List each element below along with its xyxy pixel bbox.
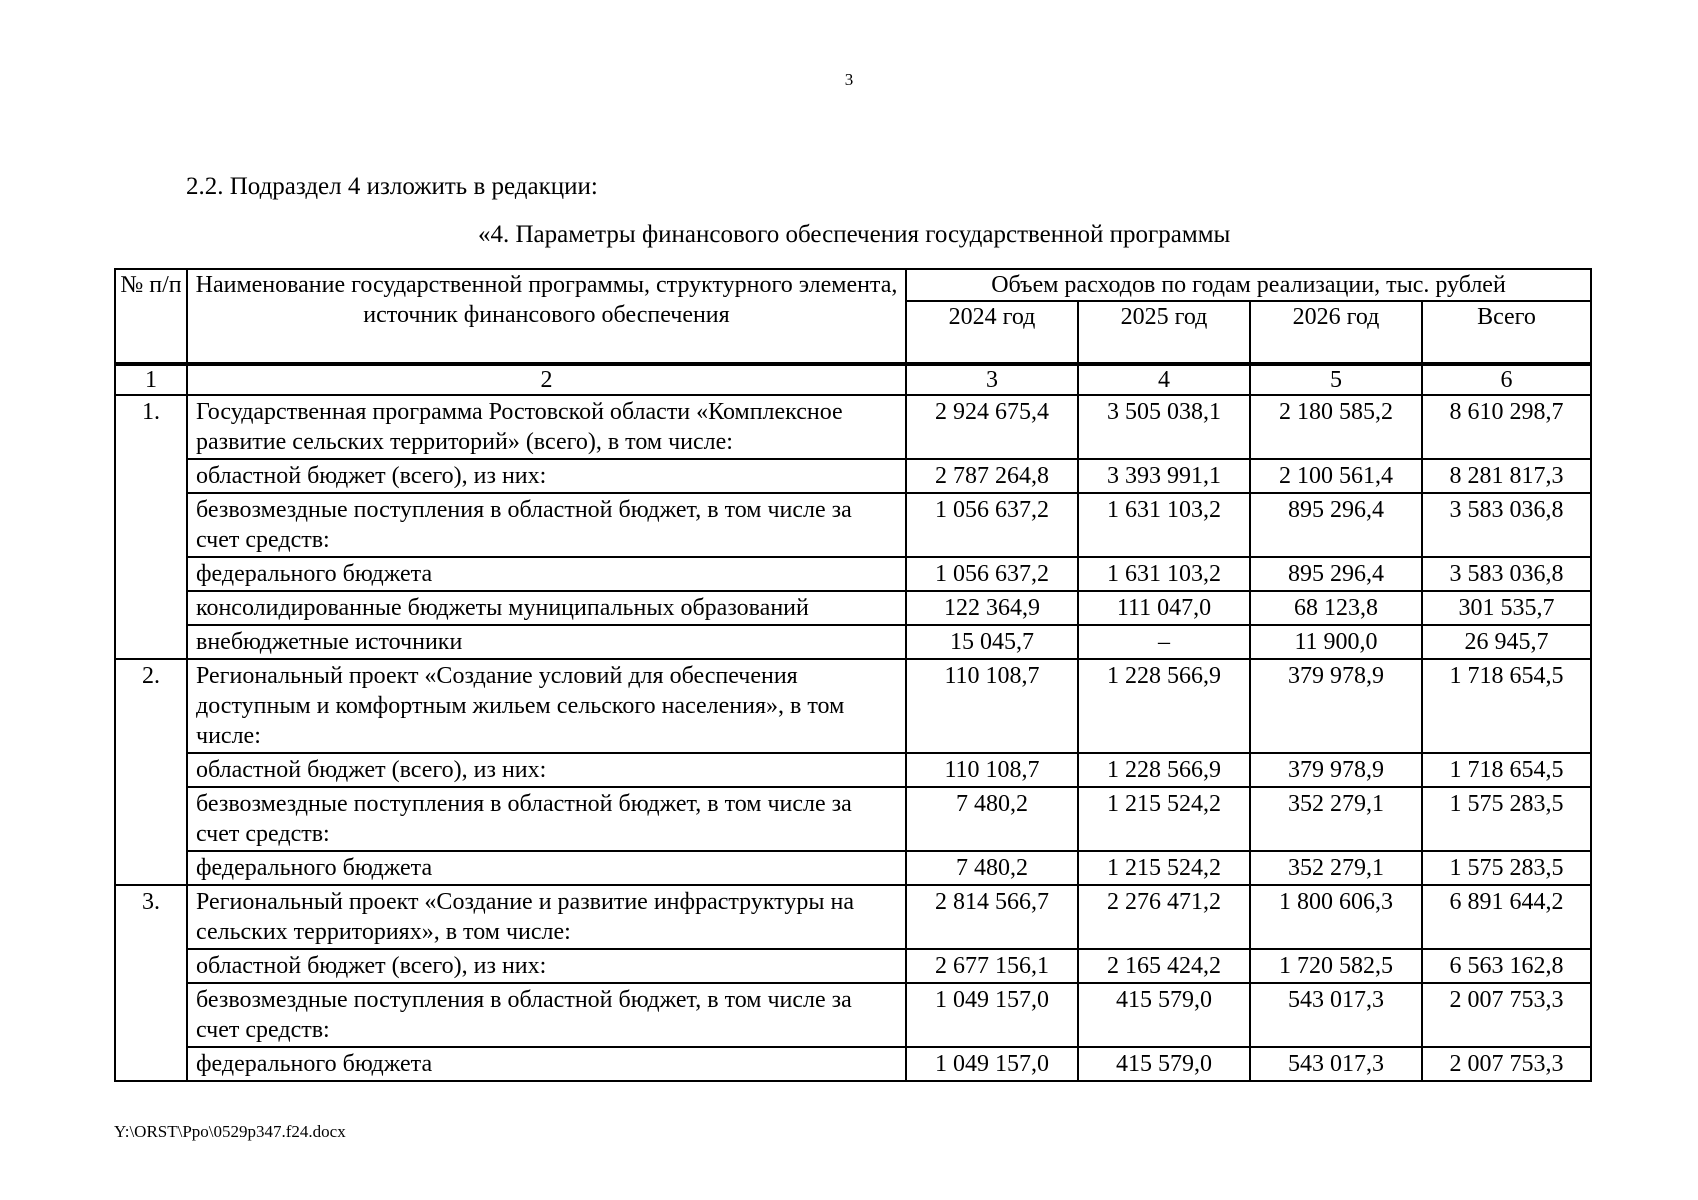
- value-cell: 1 215 524,2: [1078, 851, 1250, 885]
- value-cell: 122 364,9: [906, 591, 1078, 625]
- value-cell: 3 505 038,1: [1078, 395, 1250, 459]
- header-name: Наименование государственной программы, структурного элемента, источник финансового обеспечения: [187, 269, 906, 364]
- value-cell: 379 978,9: [1250, 753, 1422, 787]
- table-row: [115, 1047, 1591, 1081]
- value-cell: 1 631 103,2: [1078, 493, 1250, 557]
- value-cell: 1 056 637,2: [906, 557, 1078, 591]
- table-row: [115, 493, 1591, 557]
- value-cell: 2 007 753,3: [1422, 1047, 1591, 1081]
- value-cell: 6 891 644,2: [1422, 885, 1591, 949]
- row-name: федерального бюджета: [187, 557, 906, 591]
- value-cell: 352 279,1: [1250, 787, 1422, 851]
- value-cell: 15 045,7: [906, 625, 1078, 659]
- value-cell: 543 017,3: [1250, 983, 1422, 1047]
- footer-file-path: Y:\ORST\Ppo\0529p347.f24.docx: [114, 1122, 346, 1141]
- row-number: 3.: [115, 885, 187, 1081]
- value-cell: 2 165 424,2: [1078, 949, 1250, 983]
- row-name: федерального бюджета: [187, 1047, 906, 1081]
- value-cell: 111 047,0: [1078, 591, 1250, 625]
- table-row: [115, 591, 1591, 625]
- column-number: 5: [1250, 364, 1422, 395]
- value-cell: 26 945,7: [1422, 625, 1591, 659]
- row-name: областной бюджет (всего), из них:: [187, 459, 906, 493]
- row-name: федерального бюджета: [187, 851, 906, 885]
- financial-table: [114, 268, 1592, 1082]
- header-number: № п/п: [115, 269, 187, 364]
- column-number: 2: [187, 364, 906, 395]
- row-name: безвозмездные поступления в областной бюджет, в том числе за счет средств:: [187, 983, 906, 1047]
- value-cell: 2 924 675,4: [906, 395, 1078, 459]
- value-cell: 1 049 157,0: [906, 1047, 1078, 1081]
- value-cell: 6 563 162,8: [1422, 949, 1591, 983]
- value-cell: 2 180 585,2: [1250, 395, 1422, 459]
- header-year-2024: 2024 год: [906, 301, 1078, 364]
- value-cell: 543 017,3: [1250, 1047, 1422, 1081]
- header-year-2025: 2025 год: [1078, 301, 1250, 364]
- value-cell: 1 049 157,0: [906, 983, 1078, 1047]
- table-body: [115, 395, 1591, 1081]
- value-cell: 895 296,4: [1250, 493, 1422, 557]
- value-cell: 1 631 103,2: [1078, 557, 1250, 591]
- header-expenses-group: Объем расходов по годам реализации, тыс. рублей: [906, 269, 1591, 301]
- value-cell: 415 579,0: [1078, 983, 1250, 1047]
- value-cell: 110 108,7: [906, 659, 1078, 753]
- value-cell: 301 535,7: [1422, 591, 1591, 625]
- value-cell: 1 228 566,9: [1078, 659, 1250, 753]
- table-row: [115, 983, 1591, 1047]
- value-cell: 1 720 582,5: [1250, 949, 1422, 983]
- table-title: «4. Параметры финансового обеспечения государственной программы: [478, 221, 1231, 248]
- column-number: 3: [906, 364, 1078, 395]
- header-total: Всего: [1422, 301, 1591, 364]
- value-cell: 1 800 606,3: [1250, 885, 1422, 949]
- table-row: [115, 787, 1591, 851]
- value-cell: 2 677 156,1: [906, 949, 1078, 983]
- table-row: [115, 851, 1591, 885]
- value-cell: 2 276 471,2: [1078, 885, 1250, 949]
- row-name: Государственная программа Ростовской области «Комплексное развитие сельских территорий» (всего), в том числе:: [187, 395, 906, 459]
- table-header: [115, 269, 1591, 364]
- value-cell: –: [1078, 625, 1250, 659]
- value-cell: 3 583 036,8: [1422, 557, 1591, 591]
- table-row: [115, 625, 1591, 659]
- value-cell: 2 007 753,3: [1422, 983, 1591, 1047]
- value-cell: 2 787 264,8: [906, 459, 1078, 493]
- header-year-2026: 2026 год: [1250, 301, 1422, 364]
- column-number-row: [115, 364, 1591, 395]
- value-cell: 352 279,1: [1250, 851, 1422, 885]
- table-row: [115, 753, 1591, 787]
- row-name: безвозмездные поступления в областной бюджет, в том числе за счет средств:: [187, 787, 906, 851]
- value-cell: 1 575 283,5: [1422, 851, 1591, 885]
- table-row: [115, 949, 1591, 983]
- intro-text: 2.2. Подраздел 4 изложить в редакции:: [186, 173, 598, 200]
- column-number: 6: [1422, 364, 1591, 395]
- value-cell: 1 718 654,5: [1422, 753, 1591, 787]
- row-name: безвозмездные поступления в областной бюджет, в том числе за счет средств:: [187, 493, 906, 557]
- row-name: внебюджетные источники: [187, 625, 906, 659]
- value-cell: 415 579,0: [1078, 1047, 1250, 1081]
- value-cell: 1 215 524,2: [1078, 787, 1250, 851]
- value-cell: 2 100 561,4: [1250, 459, 1422, 493]
- value-cell: 3 583 036,8: [1422, 493, 1591, 557]
- value-cell: 1 228 566,9: [1078, 753, 1250, 787]
- value-cell: 8 610 298,7: [1422, 395, 1591, 459]
- value-cell: 1 056 637,2: [906, 493, 1078, 557]
- table-row: [115, 459, 1591, 493]
- value-cell: 110 108,7: [906, 753, 1078, 787]
- value-cell: 1 575 283,5: [1422, 787, 1591, 851]
- row-name: областной бюджет (всего), из них:: [187, 949, 906, 983]
- row-name: областной бюджет (всего), из них:: [187, 753, 906, 787]
- table-row: [115, 885, 1591, 949]
- row-number: 2.: [115, 659, 187, 885]
- row-number: 1.: [115, 395, 187, 659]
- value-cell: 2 814 566,7: [906, 885, 1078, 949]
- row-name: консолидированные бюджеты муниципальных образований: [187, 591, 906, 625]
- table-row: [115, 557, 1591, 591]
- table-row: [115, 395, 1591, 459]
- value-cell: 11 900,0: [1250, 625, 1422, 659]
- value-cell: 1 718 654,5: [1422, 659, 1591, 753]
- row-name: Региональный проект «Создание условий для обеспечения доступным и комфортным жильем сельского населения», в том числе:: [187, 659, 906, 753]
- table-row: [115, 659, 1591, 753]
- column-number: 4: [1078, 364, 1250, 395]
- value-cell: 3 393 991,1: [1078, 459, 1250, 493]
- value-cell: 7 480,2: [906, 851, 1078, 885]
- value-cell: 895 296,4: [1250, 557, 1422, 591]
- value-cell: 68 123,8: [1250, 591, 1422, 625]
- value-cell: 7 480,2: [906, 787, 1078, 851]
- column-number: 1: [115, 364, 187, 395]
- row-name: Региональный проект «Создание и развитие инфраструктуры на сельских территориях», в том числе:: [187, 885, 906, 949]
- value-cell: 379 978,9: [1250, 659, 1422, 753]
- value-cell: 8 281 817,3: [1422, 459, 1591, 493]
- page-number: 3: [844, 70, 854, 89]
